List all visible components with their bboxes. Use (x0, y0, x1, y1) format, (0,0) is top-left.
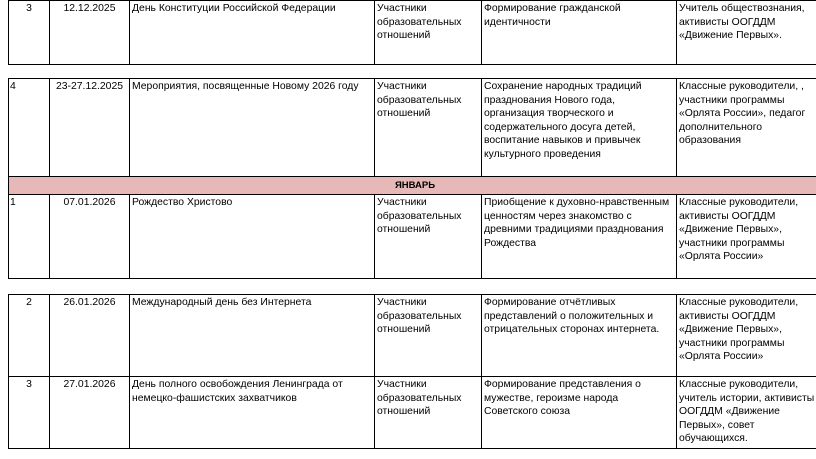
event-participants: Участники образовательных отношений (375, 79, 482, 177)
row-number: 4 (9, 79, 50, 177)
table-row (9, 377, 816, 449)
event-date: 07.01.2026 (50, 195, 130, 279)
table-row (9, 295, 816, 377)
event-goal: Приобщение к духовно-нравственным ценностям через знакомство с древними традициями празднования Рождества (482, 195, 677, 279)
event-responsible: Классные руководители, активисты ООГДДМ «Движение Первых», участники программы «Орлята России» (677, 195, 816, 279)
event-participants: Участники образовательных отношений (375, 377, 482, 449)
month-header-row (9, 177, 816, 195)
event-participants: Участники образовательных отношений (375, 195, 482, 279)
event-goal: Сохранение народных традиций празднования Нового года, организация творческого и содержательного досуга детей, воспитание навыков и привычек культурного проведения (482, 79, 677, 177)
table-row (9, 195, 816, 279)
event-responsible: Классные руководители, учитель истории, активисты ООГДДМ «Движение Первых», совет обучающихся. (677, 377, 816, 449)
event-date: 23-27.12.2025 (50, 79, 130, 177)
event-responsible: Классные руководители, активисты ООГДДМ «Движение Первых», участники программы «Орлята России» (677, 295, 816, 377)
row-number: 1 (9, 195, 50, 279)
event-date: 26.01.2026 (50, 295, 130, 377)
event-title: День Конституции Российской Федерации (130, 1, 375, 65)
event-title: Рождество Христово (130, 195, 375, 279)
event-goal: Формирование отчётливых представлений о положительных и отрицательных сторонах интернета. (482, 295, 677, 377)
event-responsible: Классные руководители, , участники программы «Орлята России», педагог дополнительного образования (677, 79, 816, 177)
table-row (9, 1, 816, 65)
row-number: 2 (9, 295, 50, 377)
event-responsible: Учитель обществознания, активисты ООГДДМ «Движение Первых». (677, 1, 816, 65)
event-title: Международный день без Интернета (130, 295, 375, 377)
event-date: 27.01.2026 (50, 377, 130, 449)
schedule-table-3 (8, 294, 816, 449)
event-title: Мероприятия, посвященные Новому 2026 году (130, 79, 375, 177)
event-title: День полного освобождения Ленинграда от немецко-фашистских захватчиков (130, 377, 375, 449)
schedule-table-2 (8, 78, 816, 279)
event-date: 12.12.2025 (50, 1, 130, 65)
row-number: 3 (9, 377, 50, 449)
event-goal: Формирование представления о мужестве, героизме народа Советского союза (482, 377, 677, 449)
event-goal: Формирование гражданской идентичности (482, 1, 677, 65)
event-participants: Участники образовательных отношений (375, 295, 482, 377)
row-number: 3 (9, 1, 50, 65)
event-participants: Участники образовательных отношений (375, 1, 482, 65)
schedule-table-1 (8, 0, 816, 65)
month-header: ЯНВАРЬ (9, 177, 816, 195)
table-row (9, 79, 816, 177)
